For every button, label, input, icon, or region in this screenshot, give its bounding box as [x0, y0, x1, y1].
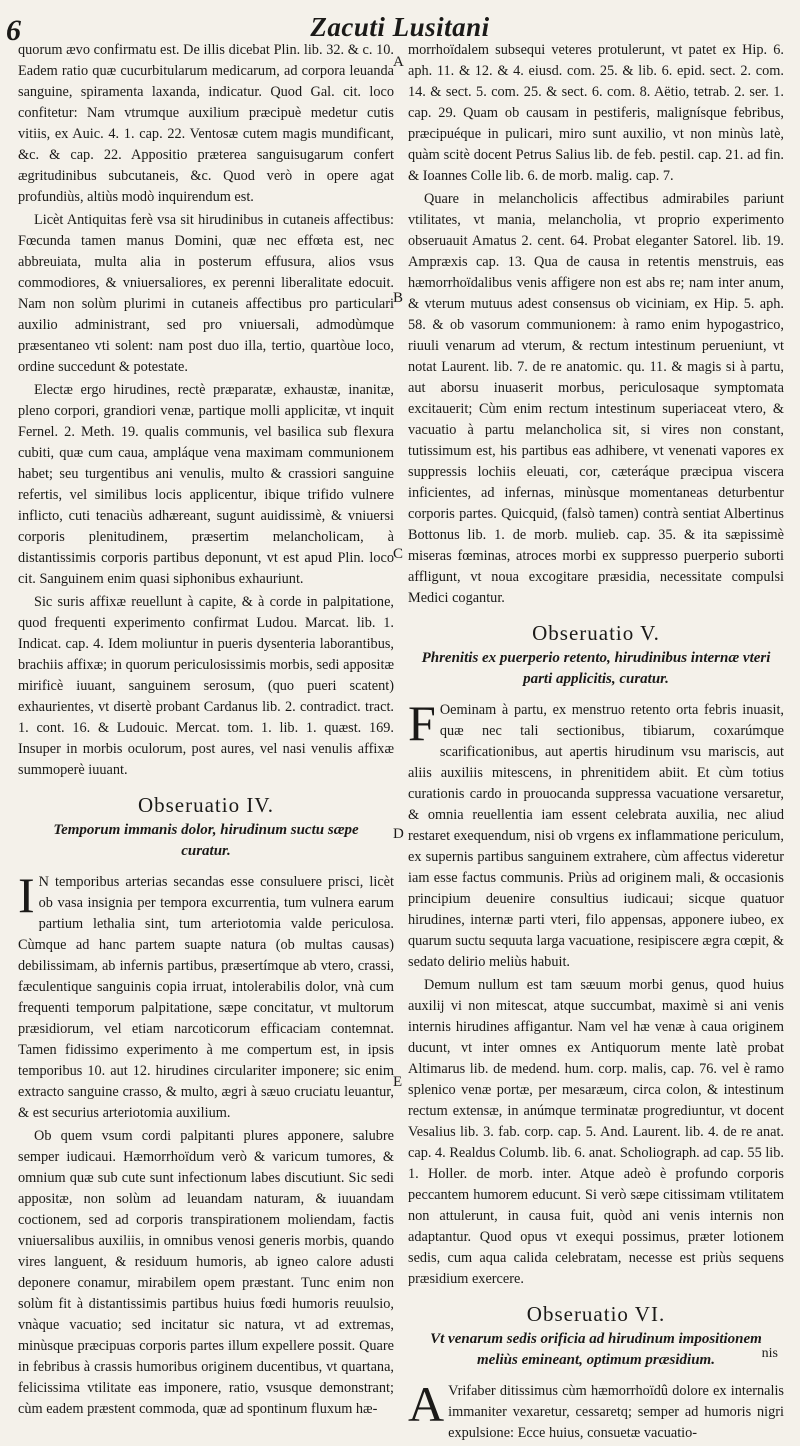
margin-letter-c: C: [393, 546, 404, 562]
margin-letter-d: D: [393, 826, 404, 842]
drop-cap: F: [408, 695, 436, 751]
margin-letter-a: A: [393, 54, 404, 70]
left-column: [18, 40, 394, 1422]
right-column: [408, 40, 784, 1446]
observation-heading: Obseruatio IV.: [137, 793, 275, 817]
observation-subtitle: Phrenitis ex puerperio retento, hirudinibus internæ vteri parti applicitis, curatur.: [421, 650, 771, 687]
observation-subtitle: Temporum immanis dolor, hirudinum suctu sæpe curatur.: [53, 822, 359, 859]
margin-letter-b: B: [393, 290, 404, 306]
paragraph: Licèt Antiquitas ferè vsa sit hirudinibus in cutaneis affectibus: Fœcunda tamen manus Domini, quæ nec effœta est, nec abbreuiata, multa alia in posterum effusura, alios vsus commodiores, & vniuersaliores, ex perenni liberalitate edocuit. Nam non solùm plurimi in cutaneis affectibus pro particulari auxilio administrant, sed pro vniuersali, admodùmque præsentaneo vti solent: nam post duo illa, tertio, quartòue loco, ordine succedunt & potestate.: [18, 212, 394, 375]
observation-heading: Obseruatio V.: [532, 621, 660, 645]
paragraph-text: N temporibus arterias secandas esse consuluere prisci, licèt ob vasa insignia per tempora excurrentia, tum vulnera earum partium lethalia sint, tum arteriotomia valde periculosa. Cùmque ad hanc partem suapte natura (ob multas causas) debilissimam, ab infernis partibus, præsertímque ab vtero, crassi, fæculentique sanguinis copia irruat, intolerabilis dolor, vnà cum frequenti temporum palpitatione, sæpe concitatur, vt multorum præsidiorum, vel etiam narcoticorum efficaciam contemnat. Tamen fidissimo experimento à me compertum est, in ipsis temporibus 10. aut 12. hirudines circulariter imponere; sic enim extracto sanguine crasso, & multo, ægri à sæuo cruciatu leuantur, & est securius arteriotomia auxilium.: [18, 874, 394, 1121]
paragraph: Ob quem vsum cordi palpitanti plures apponere, salubre semper iudicaui. Hæmorrhoïdum verò & varicum tumores, & omnium quæ sub cute sunt infectionum labes discutiunt. Sic sedi appositæ, non solùm ad leuandam naturam, & iuuandam coctionem, sed ad corporis transpirationem moliendam, factis vniuersalibus auxiliis, in omnibus venosi generis morbis, quando vires languent, & residuum humoris, ab igneo calore adusti deponere conamur, mirabilem opem præstant. Tunc enim non solùm fit à distantissimis partibus huius fœdi humoris reuulsio, vnàque vacuatio; sed incitatur sic natura, vt ad extremas, minùsque præcipuas corporis partes illum expellere possit. Quare in febribus à crassis humoribus originem ducentibus, vt quartana, felicissima vtilitate eas imponere, ratio, vsusque demonstrant; cùm eadem præstent commoda, quæ ad spontinum fluxum hæ-: [18, 1128, 394, 1417]
paragraph: [408, 695, 784, 973]
paragraph: Electæ ergo hirudines, rectè præparatæ, exhaustæ, inanitæ, pleno corpori, grandiori venæ, partique molli applicitæ, vt inquit Fernel. 2. Meth. 19. qualis communis, vel basilica sub flexura cubiti, quæ cum caua, ampláque vena maximam communionem habet; seu turgentibus ani venulis, multo & crassiori sanguine refertis, vel similibus locis applicentur, ibique trifido vulnere inflicto, cuti tenaciùs adhæreant, sugunt auidissimè, & vniuersi corporis plenitudinem, præsertim melancholicam, à distantissimis corporis partibus deponunt, vt est apud Plin. loco cit. Sanguinem enim quasi siphonibus exhauriunt.: [18, 382, 394, 587]
page-number: 6: [6, 14, 21, 47]
paragraph: Sic suris affixæ reuellunt à capite, & à corde in palpitatione, quod frequenti experimento confirmat Ludou. Marcat. lib. 1. Indicat. cap. 4. Idem moliuntur in pueris dysenteria laborantibus, brachiis affixæ; in quorum periculosissimis morbis, sedi appositæ mirificè iuuant, sanguinem serosum, (quo pueri scatent) exhaurientes, vt disertè probant Cardanus lib. 2. contradict. tract. 1. cont. 16. & Ludouic. Mercat. tom. 1. lib. 1. quæst. 169. Insuper in morbis oculorum, post aures, vel nasi venulis affixæ summoperè iuuant.: [18, 594, 394, 778]
paragraph-text: Vrifaber ditissimus cùm hæmorrhoïdû dolore ex internalis immaniter vexaretur, cessaretq; semper ad humoris nigri expulsione: Ecce huius, consuetæ vacuatio-: [448, 1383, 784, 1441]
paragraph: Demum nullum est tam sæuum morbi genus, quod huius auxilij vi non mitescat, atque succumbat, maximè si ani venis internis hirudines affigantur. Nam vel hæ venæ à caua originem ducunt, vt inter omnes ex Antiquorum mente latè probat Altimarus lib. de medend. hum. corp. malis, cap. 76. vel è ramo splenico venæ portæ, per mesaræum, circa colon, & intestinum rectum extensæ, in anúmque terminatæ progrediuntur, vt docent Vesalius lib. 3. fab. corp. cap. 5. And. Laurent. lib. 4. de re anat. cap. 4. Realdus Columb. lib. 6. anat. Scholiograph. ad cap. 55 lib. 1. Holler. de morb. inter. Atque adeò è profundo corporis peccantem humorem educunt. Si verò sæpe citissimam vtilitatem non attulerunt, in causa fuit, quòd ani venis internis non adaptantur. Quod opus vt exequi possimus, præter lotionem sedis, cum aqua calida celebratam, necesse est priùs sequens præsidium exercere.: [408, 977, 784, 1287]
paragraph: [408, 1376, 784, 1444]
paragraph: [18, 867, 394, 1124]
running-title: Zacuti Lusitani: [310, 12, 490, 42]
margin-letter-e: E: [393, 1074, 403, 1090]
drop-cap: A: [408, 1376, 445, 1432]
paragraph: Quare in melancholicis affectibus admirabiles pariunt vtilitates, vt mania, melancholia, vt proprio experimento obseruauit Amatus 2. cent. 64. Probat eleganter Satorel. lib. 19. Ampræxis cap. 13. Qua de causa in retentis menstruis, eas hæmorrhoïdalibus venis affigere non est abs re; nam inter anum, & vterum mutuus adest consensus ob viciniam, ex Hip. 5. aph. 58. & ob vasorum communionem: à ramo enim hypogastrico, riuuli venarum ad vterum, & rectum intestinum perueniunt, vt notat Laurent. lib. 7. de re anatomic. qu. 11. & magis si à partu, aut aborsu inuaserit morbus, periculosaque symptomata excitauerit; Cùm enim rectum intestinum superiaceat vtero, & vacuatio à partu melancholica sit, si vires non constant, tutissimum est, his partibus eas adhibere, vt venenati vapores ex suppressis lochiis eleuati, cor, cæteráque præcipua viscera inficientes, ad infernas, minùsque momentaneas deturbentur corporis partes. Quicquid, (falsò tamen) contrà sentiat Albertinus Bottonus lib. 1. de morb. mulieb. cap. 35. & ita sæpissimè miseras fœminas, atroces morbi ex suppresso puerperio suborti affligunt, vt noua excogitare præsidia, necessitate compulsi Medici cogantur.: [408, 191, 784, 606]
page-header: [0, 2, 800, 47]
paragraph: morrhoïdalem subsequi veteres protulerunt, vt patet ex Hip. 6. aph. 11. & 12. & 4. eiusd. com. 25. & lib. 6. epid. sect. 2. com. 14. & sect. 5. com. 25. & sect. 6. com. 8. Aëtio, tetrab. 2. ser. 1. cap. 29. Quam ob causam in pestiferis, malignísque febribus, præcipuéque in pulicari, miro sunt auxilio, vt non minùs latè, quàm scitè docent Petrus Salius lib. de feb. pestil. cap. 21. ad fin. & Ioannes Colle lib. 6. de morb. malig. cap. 7.: [408, 42, 784, 184]
paragraph-text: Oeminam à partu, ex menstruo retento orta febris inuasit, quæ nec tali sectionibus, tibiarum, coxarúmque scarificationibus, aut apertis hirudinum vsu mariscis, aut aliis auxiliis mitescens, in phrenitidem abiit. Et cùm totius curationis cardo in prouocanda suppressa vacuatione versaretur, & omnia reuellentia iam essent celebrata auxilia, nec aliud restaret exequendum, nisi ob vrgens ex inflammatione periculum, ex supernis partibus sanguinem extrahere, cùm affectus videretur iam esse factus communis. Priùs ad originem mali, & occasionis principium deuenire consultius iudicaui; sicque quatuor hirudines, internæ parti vteri, filo appensas, apponere iubeo, ex quarum suctu sequuta larga vacuatione, resipiscere ægra cœpit, & sedato delirio meliùs habuit.: [408, 702, 784, 970]
catchword: nis: [761, 1346, 778, 1361]
observation-subtitle: Vt venarum sedis orificia ad hirudinum impositionem meliùs emineant, optimum præsidium.: [430, 1331, 762, 1368]
paragraph: quorum ævo confirmatu est. De illis dicebat Plin. lib. 32. & c. 10. Eadem ratio quæ cucurbitularum medicarum, ad corpora leuanda sanguine, spiramenta laxanda, indicatur. Quod Gal. cit. loco confitetur: Nam vtrumque auxilium præcipuè medetur cutis vitiis, ex Auic. 4. 1. cap. 22. Ventosæ cutem magis mundificant, &c. & cap. 22. Appositio præterea sanguisugarum confert ægritudinibus subcutaneis, &c. Quod verò in opere agat profundiùs, altiùs modò inquirendum est.: [18, 42, 394, 205]
observation-heading: Obseruatio VI.: [526, 1302, 666, 1326]
drop-cap: I: [18, 867, 35, 923]
